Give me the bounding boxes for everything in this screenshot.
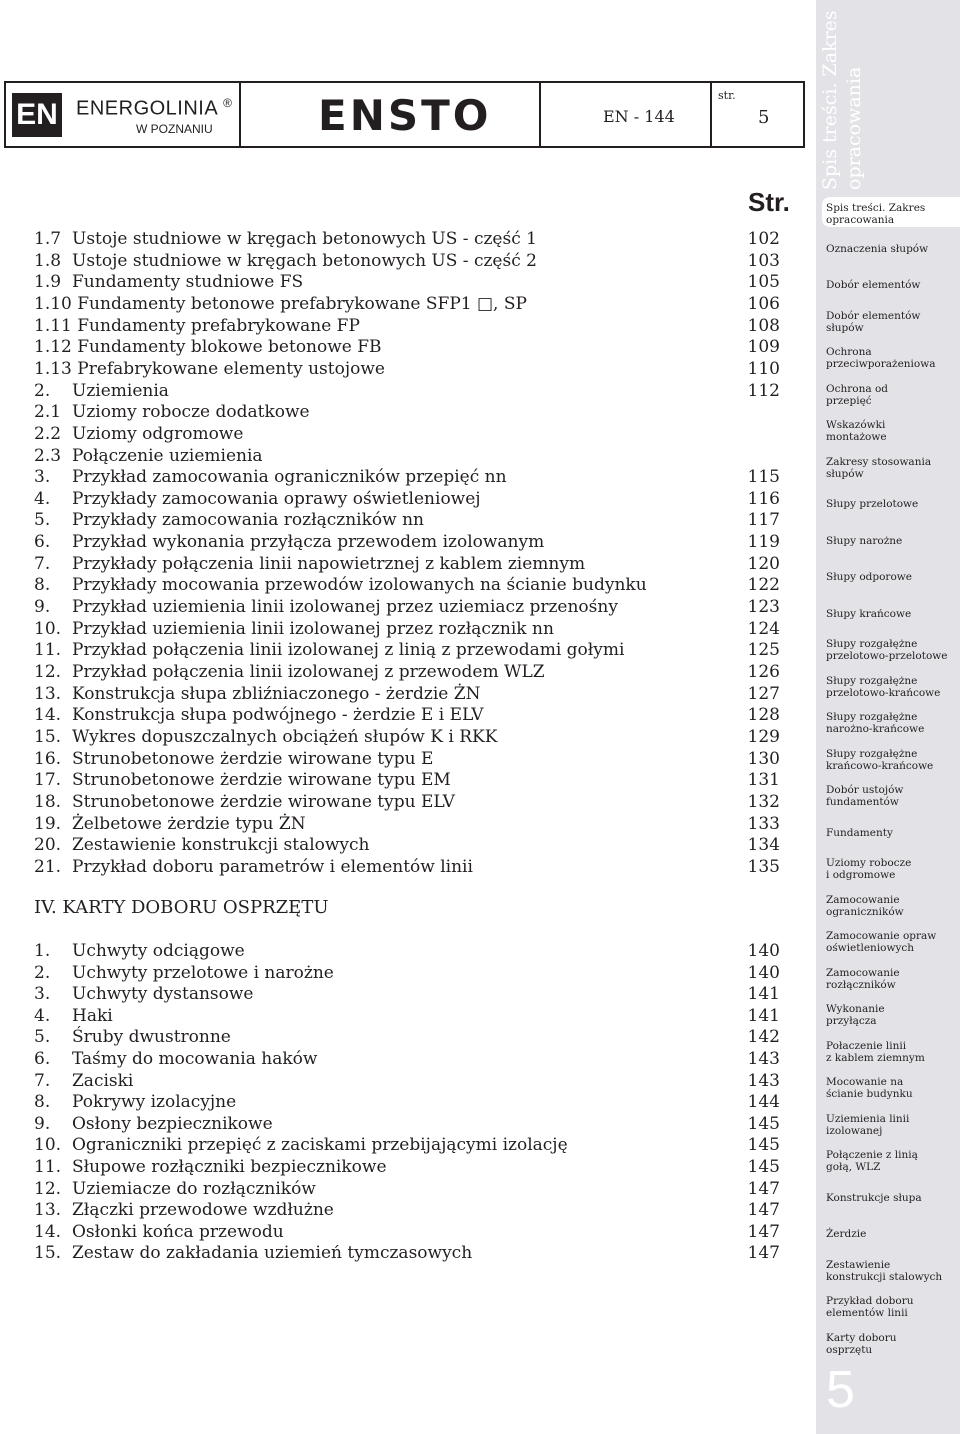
toc-entry-page: 123 [747,597,780,618]
sidebar-item[interactable] [826,346,960,376]
toc-entry-number: 2.3 [34,445,62,466]
document-header [4,81,805,148]
toc-entry-page: 117 [747,510,780,531]
sidebar-item[interactable] [826,930,960,960]
toc-entry[interactable] [34,445,784,467]
sidebar-item-label: Połączenie z linią [826,1149,918,1161]
company-city: W POZNANIU [136,122,213,136]
toc-entry[interactable] [34,1134,784,1156]
toc-entry-title: Połączenie uziemienia [72,445,263,466]
sidebar-item-label: Ochrona [826,346,872,358]
toc-entry-page: 110 [747,358,780,379]
sidebar-item-label: Słupy rozgałężne [826,711,918,723]
sidebar-item-label: narożno-krańcowe [826,723,925,735]
sidebar-item-label: Dobór elementów [826,279,921,291]
header-divider [539,83,541,146]
toc-entry-number: 9. [34,597,51,618]
sidebar-item-label: Połaczenie linii [826,1039,907,1052]
sidebar-item[interactable] [826,711,960,741]
toc-entry[interactable] [34,553,784,575]
toc-entry-title: Uziomy odgromowe [72,423,244,444]
sidebar-item-label: przelotowo-przelotowe [826,650,948,662]
toc-entry-number: 5. [34,1027,51,1048]
sidebar-item-label: Zamocowanie [826,966,900,979]
toc-entry-page: 119 [747,532,780,553]
toc-entry[interactable] [34,1178,784,1200]
sidebar-item-label: Zestawienie [826,1258,891,1271]
sidebar-item-label: Dobór elementów [826,309,921,322]
sidebar-item-label: Zamocowanie [826,893,900,906]
toc-entry-title: 1.13 Prefabrykowane elementy ustojowe [34,358,385,379]
toc-entry-number: 12. [34,662,62,682]
sidebar-item-label: z kablem ziemnym [826,1051,925,1064]
toc-entry-title: Uziemiacze do rozłączników [72,1178,316,1199]
sidebar-item[interactable] [826,279,960,309]
sidebar-item-label: ścianie budynku [826,1088,913,1100]
toc-entry[interactable] [34,293,784,315]
toc-entry-title: Wykres dopuszczalnych obciążeń słupów K i RKK [72,726,498,747]
sidebar-item-label: Uziomy robocze [826,857,912,869]
toc-entry-number: 11. [34,1157,62,1177]
sidebar-item[interactable] [826,1149,960,1179]
toc-entry[interactable] [34,509,784,531]
toc-entry-page: 135 [747,856,780,877]
toc-entry-page: 145 [747,1135,780,1156]
sidebar-item[interactable] [826,784,960,814]
toc-entry-title: Przykłady mocowania przewodów izolowanych na ścianie budynku [72,575,647,596]
toc-entry-number: 6. [34,532,51,553]
sidebar-item-label: Słupy odporowe [826,571,912,583]
toc-entry-title: Przykład połączenia linii izolowanej z linią z przewodami gołymi [72,640,625,661]
sidebar-item-label: Spis treści. Zakres [826,202,926,214]
page-label: str. [718,89,736,102]
toc-entry-number: 8. [34,1092,51,1113]
toc-entry[interactable] [34,531,784,553]
toc-entry-page: 144 [747,1092,780,1113]
toc-entry[interactable] [34,940,784,962]
sidebar-item[interactable] [826,1259,960,1289]
toc-entry[interactable] [34,661,784,683]
toc-entry-title: Śruby dwustronne [72,1027,231,1048]
toc-entry-number: 21. [34,856,62,877]
toc-entry-title: Osłonki końca przewodu [72,1221,284,1242]
toc-entry-number: 15. [34,726,62,747]
toc-entry-page: 133 [747,813,780,834]
sidebar-item-label: Słupy rozgałężne [826,747,918,760]
sidebar-item-label: Słupy krańcowe [826,607,912,620]
toc-entry-title: Zaciski [72,1070,134,1091]
sidebar-item-label: przelotowo-krańcowe [826,686,941,699]
toc-entry-number: 10. [34,1135,62,1156]
language-badge: EN [12,93,62,137]
sidebar-item-label: rozłączników [826,978,896,991]
toc-entry-number: 4. [34,1005,51,1026]
toc-entry-number: 2. [34,380,51,401]
toc-entry-number: 11. [34,640,62,661]
sidebar-item[interactable] [826,310,960,340]
toc-entry-page: 141 [747,984,780,1005]
toc-entry-number: 8. [34,575,51,596]
toc-entry-title: Słupowe rozłączniki bezpiecznikowe [72,1157,387,1177]
toc-entry-page: 105 [747,272,780,293]
toc-entry[interactable] [34,315,784,337]
sidebar-item[interactable] [826,1228,960,1258]
toc-entry[interactable] [34,596,784,618]
toc-entry[interactable] [34,618,784,640]
sidebar-item[interactable] [826,608,960,638]
toc-entry[interactable] [34,1026,784,1048]
toc-entry[interactable] [34,1242,784,1264]
toc-entry-page: 126 [747,662,780,682]
sidebar-item-label: słupów [826,467,864,480]
sidebar-item-label: Uziemienia linii [826,1112,910,1125]
sidebar-item[interactable] [826,498,960,528]
toc-entry-number: 1. [34,941,51,961]
sidebar-item-label: gołą, WLZ [826,1161,881,1173]
toc-entry[interactable] [34,574,784,596]
toc-entry[interactable] [34,962,784,984]
toc-entry-page: 147 [747,1243,780,1264]
sidebar-item-label: przepięć [826,394,872,407]
sidebar-item-label: krańcowo-krańcowe [826,759,934,772]
sidebar-item[interactable] [826,1040,960,1070]
sidebar-item-label: Fundamenty [826,826,893,839]
sidebar-item-label: osprzętu [826,1343,873,1356]
toc-entry-page: 112 [747,380,780,401]
toc-entry-title: Strunobetonowe żerdzie wirowane typu EM [72,770,451,791]
toc-entry-number: 20. [34,835,62,856]
toc-entry[interactable] [34,1199,784,1221]
sidebar-item-label: Przykład doboru [826,1295,914,1307]
toc-entry-title: Uchwyty odciągowe [72,941,245,961]
toc-entry-page: 141 [747,1005,780,1026]
sidebar-item-label: Dobór ustojów [826,784,904,796]
sidebar-item-label: Oznaczenia słupów [826,242,929,255]
toc-entry-title: Przykład wykonania przyłącza przewodem izolowanym [72,532,545,553]
sidebar-item[interactable] [826,894,960,924]
sidebar-item-label: Zakresy stosowania [826,455,932,468]
toc-entry[interactable] [34,834,784,856]
toc-entry[interactable] [34,683,784,705]
sidebar-item-label: przeciwporażeniowa [826,358,936,370]
toc-entry-number: 3. [34,467,51,488]
toc-entry-number: 17. [34,770,62,791]
toc-entry[interactable] [34,1005,784,1027]
toc-entry-number: 2.1 [34,402,62,423]
toc-entry[interactable] [34,228,784,250]
page-column-header: Str. [748,187,790,217]
toc-entry[interactable] [34,748,784,770]
toc-entry-page: 130 [747,748,780,769]
toc-entry[interactable] [34,1091,784,1113]
sidebar-item-label: Słupy przelotowe [826,498,919,510]
sidebar-item[interactable] [826,1003,960,1033]
sidebar-item-label: oświetleniowych [826,942,915,954]
toc-entry[interactable] [34,336,784,358]
toc-entry-title: Strunobetonowe żerdzie wirowane typu E [72,748,434,769]
toc-entry[interactable] [34,250,784,272]
toc-entry-title: Przykład uziemienia linii izolowanej przez uziemiacz przenośny [72,597,618,618]
sidebar-item-label: Słupy narożne [826,534,903,547]
sidebar-item-label: opracowania [826,214,895,226]
toc-entry[interactable] [34,380,784,402]
sidebar-item-label: Wykonanie [826,1003,885,1015]
toc-entry-page: 145 [747,1157,780,1177]
toc-entry-number: 1.7 [34,229,62,249]
toc-entry[interactable] [34,358,784,380]
toc-entry-title: Przykład połączenia linii izolowanej z przewodem WLZ [72,662,545,682]
header-divider [239,83,241,146]
sidebar-item-label: przyłącza [826,1015,877,1027]
sidebar-item[interactable] [826,419,960,449]
toc-entry-title: Pokrywy izolacyjne [72,1092,237,1113]
toc-entry-page: 103 [747,250,780,271]
toc-entry-title: Uchwyty dystansowe [72,984,254,1005]
toc-entry[interactable] [34,1113,784,1135]
toc-entry[interactable] [34,401,784,423]
toc-entry-title: 1.12 Fundamenty blokowe betonowe FB [34,337,382,358]
toc-entry-number: 15. [34,1243,62,1264]
toc-entry-page: 132 [747,791,780,812]
sidebar-item[interactable] [826,383,960,413]
toc-entry-number: 18. [34,791,62,812]
toc-entry-title: Taśmy do mocowania haków [72,1049,318,1069]
sidebar-item[interactable] [826,827,960,857]
toc-entry-number: 6. [34,1049,51,1069]
toc-entry-title: Przykład zamocowania ograniczników przepięć nn [72,467,507,488]
toc-entry[interactable] [34,769,784,791]
toc-entry-page: 142 [747,1027,780,1048]
toc-entry[interactable] [34,1221,784,1243]
toc-entry-page: 131 [747,770,780,791]
company-name: ENERGOLINIA ® [76,96,233,120]
toc-entry-title: Uziemienia [72,380,169,401]
toc-entry-title: Strunobetonowe żerdzie wirowane typu ELV [72,791,455,812]
toc-entry-number: 12. [34,1178,62,1199]
sidebar-item-label: konstrukcji stalowych [826,1270,943,1283]
toc-entry[interactable] [34,704,784,726]
sidebar-item[interactable] [826,1076,960,1106]
sidebar-item-label: Wskazówki [826,419,886,431]
toc-entry-page: 143 [747,1070,780,1091]
toc-entry-title: Konstrukcja słupa zbliźniaczonego - żerdzie ŻN [72,683,481,704]
toc-entry-title: Żelbetowe żerdzie typu ŻN [72,813,306,834]
toc-entry[interactable] [34,1070,784,1092]
sidebar-item[interactable] [826,571,960,601]
sidebar-item-label: Słupy rozgałężne [826,638,918,650]
toc-entry-title: Przykłady zamocowania rozłączników nn [72,510,424,531]
toc-entry-title: Konstrukcja słupa podwójnego - żerdzie E i ELV [72,705,484,726]
sidebar-item-label: fundamentów [826,796,899,808]
toc-entry-page: 120 [747,553,780,574]
toc-entry[interactable] [34,813,784,835]
toc-entry-title: 1.11 Fundamenty prefabrykowane FP [34,315,360,336]
toc-entry-number: 3. [34,984,51,1005]
toc-entry-page: 145 [747,1113,780,1134]
sidebar-item[interactable] [826,967,960,997]
toc-entry-title: Osłony bezpiecznikowe [72,1113,273,1134]
sidebar-item[interactable] [826,1113,960,1143]
section-title: IV. KARTY DOBORU OSPRZĘTU [34,897,329,918]
toc-entry[interactable] [34,791,784,813]
toc-entry-title: Złączki przewodowe wzdłużne [72,1200,334,1221]
toc-entry-number: 2.2 [34,423,62,444]
toc-entry[interactable] [34,271,784,293]
sidebar-item-label: Słupy rozgałężne [826,674,918,687]
toc-entry-page: 140 [747,941,780,961]
sidebar-item-label: i odgromowe [826,869,896,881]
sidebar-item-label: Konstrukcje słupa [826,1191,922,1204]
toc-entry-number: 7. [34,1070,51,1091]
sidebar-item[interactable] [826,857,960,887]
toc-entry-number: 2. [34,962,51,983]
toc-entry-page: 143 [747,1049,780,1069]
sidebar-item[interactable] [826,638,960,668]
toc-entry-page: 108 [747,315,780,336]
toc-entry-page: 147 [747,1200,780,1221]
sidebar-item-label: Zamocowanie opraw [826,930,937,942]
toc-entry-title: Przykład uziemienia linii izolowanej przez rozłącznik nn [72,618,554,639]
toc-entry-page: 115 [747,467,780,488]
page-number: 5 [758,107,770,128]
toc-entry[interactable] [34,466,784,488]
sidebar-item-label: montażowe [826,431,887,443]
sidebar-item[interactable] [822,197,960,227]
sidebar-item[interactable] [826,535,960,565]
toc-entry-number: 13. [34,1200,62,1221]
sidebar-item[interactable] [826,675,960,705]
toc-entry-title: Ustoje studniowe w kręgach betonowych US - część 1 [72,229,537,249]
toc-entry-number: 9. [34,1113,51,1134]
toc-entry[interactable] [34,488,784,510]
sidebar-vertical-title: Spis treści. Zakres opracowania [819,10,865,190]
toc-entry[interactable] [34,856,784,878]
toc-entry-page: 125 [747,640,780,661]
toc-entry[interactable] [34,423,784,445]
toc-entry-page: 147 [747,1221,780,1242]
sidebar-item-label: izolowanej [826,1124,883,1137]
toc-entry-number: 4. [34,488,51,509]
toc-entry-page: 122 [747,575,780,596]
toc-entry-page: 134 [747,835,780,856]
toc-entry-page: 127 [747,683,780,704]
sidebar-item-label: Mocowanie na [826,1076,904,1088]
toc-entry-number: 5. [34,510,51,531]
toc-entry[interactable] [34,1048,784,1070]
toc-entry-title: Przykłady połączenia linii napowietrznej z kablem ziemnym [72,553,586,574]
toc-entry-page: 109 [747,337,780,358]
toc-entry-title: Przykłady zamocowania oprawy oświetleniowej [72,488,481,509]
toc-entry-number: 14. [34,705,62,726]
toc-entry-title: Ustoje studniowe w kręgach betonowych US - część 2 [72,250,537,271]
toc-entry-number: 10. [34,618,62,639]
sidebar-page-number: 5 [826,1361,855,1419]
ensto-logo: ENSTO [318,91,492,140]
toc-entry-page: 128 [747,705,780,726]
sidebar-item-label: ograniczników [826,905,904,918]
toc-entry-title: Zestawienie konstrukcji stalowych [72,835,370,856]
header-divider [710,83,712,146]
toc-entry-number: 1.8 [34,250,62,271]
toc-entry-number: 1.9 [34,272,62,293]
sidebar-item[interactable] [826,1192,960,1222]
toc-entry-title: Przykład doboru parametrów i elementów linii [72,856,473,877]
toc-entry[interactable] [34,983,784,1005]
document-number: EN - 144 [603,107,675,126]
toc-entry-page: 102 [747,229,780,249]
toc-entry-title: Uchwyty przelotowe i narożne [72,962,334,983]
toc-entry-title: Zestaw do zakładania uziemień tymczasowych [72,1243,473,1264]
toc-entry-page: 140 [747,962,780,983]
toc-entry-page: 124 [747,618,780,639]
sidebar-item[interactable] [826,1295,960,1325]
sidebar-item-label: Ochrona od [826,382,888,395]
toc-entry-title: Haki [72,1005,113,1026]
toc-entry-page: 106 [747,293,780,314]
toc-entry-page: 116 [747,488,780,509]
toc-entry-title: Fundamenty studniowe FS [72,272,304,293]
toc-entry-title: Uziomy robocze dodatkowe [72,402,310,423]
sidebar-item[interactable] [826,1332,960,1362]
toc-entry-title: 1.10 Fundamenty betonowe prefabrykowane SFP1 □, SP [34,293,527,314]
sidebar-item[interactable] [826,456,960,486]
toc-entry[interactable] [34,726,784,748]
sidebar-item-label: elementów linii [826,1307,908,1319]
toc-entry-page: 147 [747,1178,780,1199]
toc-entry-number: 19. [34,813,62,834]
toc-entry[interactable] [34,1156,784,1178]
toc-entry-number: 13. [34,683,62,704]
toc-entry-title: Ograniczniki przepięć z zaciskami przebijającymi izolację [72,1135,568,1156]
toc-entry-page: 129 [747,726,780,747]
toc-entry-number: 14. [34,1221,62,1242]
sidebar-item[interactable] [826,243,960,273]
toc-entry-number: 7. [34,553,51,574]
toc-entry-number: 16. [34,748,62,769]
toc-entry[interactable] [34,639,784,661]
sidebar-item-label: Żerdzie [826,1228,867,1240]
sidebar-item-label: Karty doboru [826,1331,897,1344]
sidebar-item[interactable] [826,748,960,778]
sidebar-item-label: słupów [826,321,864,334]
